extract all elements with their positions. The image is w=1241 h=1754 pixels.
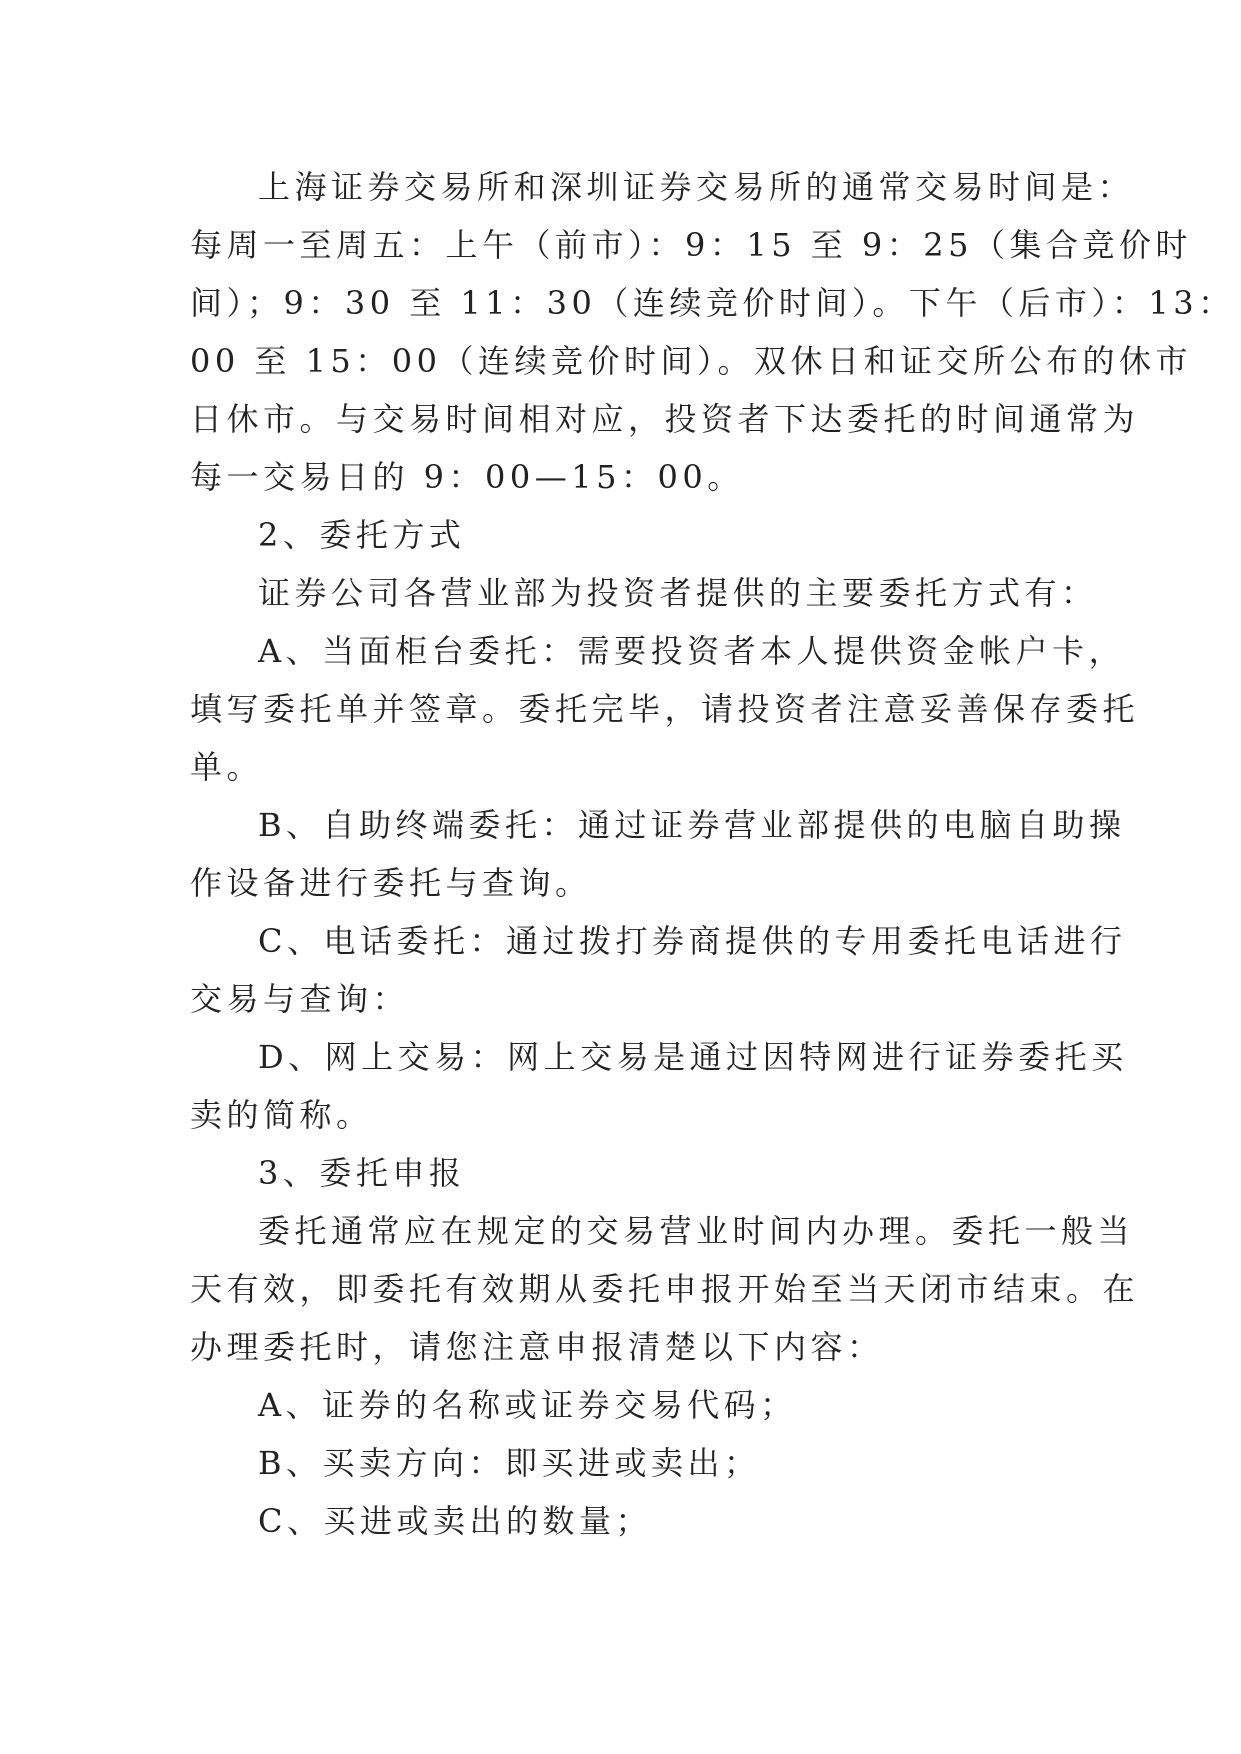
paragraph-methods-intro [190,564,1098,622]
text-line: 天有效，即委托有效期从委托申报开始至当天闭市结束。在 [190,1270,1140,1308]
paragraph-method-b [190,796,1126,912]
text-line: 作设备进行委托与查询。 [190,864,592,902]
text-line: B、自助终端委托：通过证券营业部提供的电脑自助操 [258,806,1126,844]
paragraph-method-a [190,622,1140,796]
list-item-b [190,1434,1060,1492]
paragraph-trading-hours [190,158,1235,506]
document-body [190,158,1235,1550]
text-line: A、当面柜台委托：需要投资者本人提供资金帐户卡， [258,632,1126,670]
text-line: C、买进或卖出的数量； [258,1502,652,1540]
text-line: 每一交易日的 9：00—15：00。 [190,458,744,496]
text-line: 填写委托单并签章。委托完毕，请投资者注意妥善保存委托 [190,690,1140,728]
text-line: 00 至 15：00（连续竞价时间）。双休日和证交所公布的休市 [190,342,1193,380]
text-line: D、网上交易：网上交易是通过因特网进行证券委托买 [258,1038,1128,1076]
text-line: B、买卖方向：即买进或卖出； [258,1444,761,1482]
list-item-c [190,1492,1060,1550]
text-line: 2、委托方式 [258,516,466,554]
text-line: 卖的简称。 [190,1096,373,1134]
text-line: 委托通常应在规定的交易营业时间内办理。委托一般当 [258,1212,1135,1250]
text-line: 办理委托时，请您注意申报清楚以下内容： [190,1328,884,1366]
paragraph-method-c [190,912,1127,1028]
text-line: 上海证券交易所和深圳证券交易所的通常交易时间是： [258,168,1135,206]
text-line: 单。 [190,748,264,786]
text-line: 交易与查询： [190,980,410,1018]
paragraph-method-d [190,1028,1128,1144]
section-heading-3 [190,1144,1060,1202]
text-line: 3、委托申报 [258,1154,466,1192]
text-line: 间）；9：30 至 11：30（连续竞价时间）。下午（后市）：13： [190,284,1235,322]
list-item-a [190,1376,1060,1434]
paragraph-declaration-intro [190,1202,1140,1376]
text-line: 日休市。与交易时间相对应，投资者下达委托的时间通常为 [190,400,1140,438]
section-heading-2 [190,506,1060,564]
text-line: A、证券的名称或证券交易代码； [258,1386,797,1424]
text-line: 每周一至周五：上午（前市）：9：15 至 9：25（集合竞价时 [190,226,1193,264]
text-line: 证券公司各营业部为投资者提供的主要委托方式有： [258,574,1098,612]
text-line: C、电话委托：通过拨打券商提供的专用委托电话进行 [258,922,1127,960]
